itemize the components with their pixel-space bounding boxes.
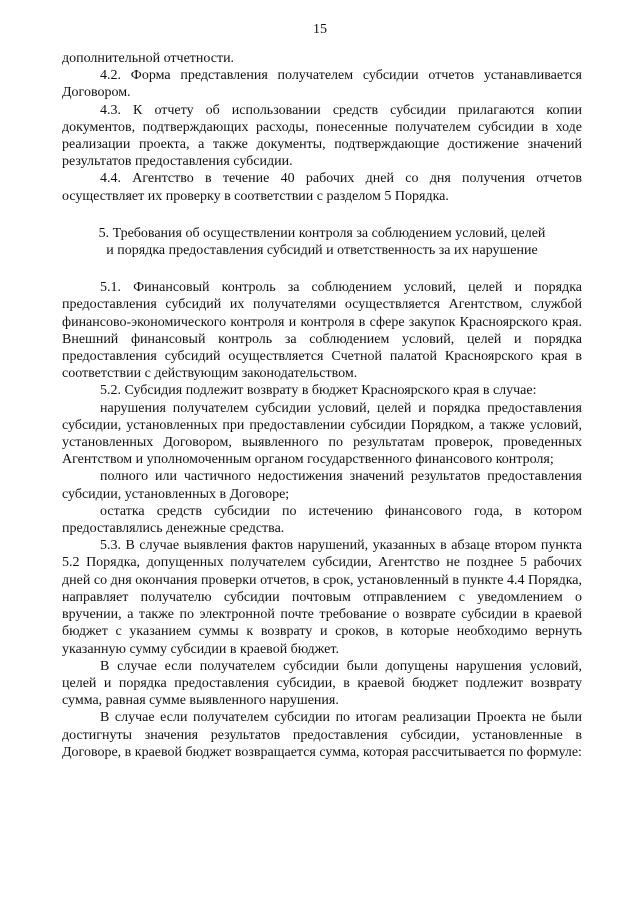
paragraph-5-3-formula-intro: В случае если получателем субсидии по итогам реализации Проекта не были достигнуты значения результатов предоставления субсидии, установленные в Договоре, в краевой бюджет возвращается сумма, которая рассчитывается по формуле: <box>62 710 582 760</box>
paragraph-4-4: 4.4. Агентство в течение 40 рабочих дней со дня получения отчетов осуществляет их проверку в соответствии с разделом 5 Порядка. <box>62 171 582 204</box>
paragraph-5-2-case-3: остатка средств субсидии по истечению финансового года, в котором предоставлялись денежные средства. <box>62 503 582 537</box>
section-heading-line-2: и порядка предоставления субсидий и ответственность за их нарушение <box>106 243 538 259</box>
document-body <box>62 50 582 761</box>
paragraph-5-3: 5.3. В случае выявления фактов нарушений, указанных в абзаце втором пункта 5.2 Порядка, допущенных получателем субсидии, Агентство не позднее 5 рабочих дней со дня окончания проверки отчетов, в срок, установленный в пункте 4.4 Порядка, направляет получателю субсидии почтовым отправлением с уведомлением о вручении, а также по электронной почте требование о возврате субсидии в краевой бюджет с указанием суммы к возврату и сроков, в которые необходимо вернуть указанную сумму субсидии в краевой бюджет. <box>62 538 582 657</box>
paragraph-5-2-case-2: полного или частичного недостижения значений результатов предоставления субсидии, установленных в Договоре; <box>62 469 582 502</box>
paragraph-5-2: 5.2. Субсидия подлежит возврату в бюджет Красноярского края в случае: <box>100 383 537 399</box>
section-heading-line-1: 5. Требования об осуществлении контроля за соблюдением условий, целей <box>98 225 546 241</box>
section-5-heading <box>62 225 582 259</box>
paragraph-4-3: 4.3. К отчету об использовании средств субсидии прилагаются копии документов, подтверждающих расходы, понесенные получателем субсидии в ходе реализации проекта, а также документы, подтверждающие достижение значений результатов предоставления субсидии. <box>62 102 582 170</box>
page-number: 15 <box>313 22 327 37</box>
paragraph-5-3-violation: В случае если получателем субсидии были допущены нарушения условий, целей и порядка предоставления субсидии, в краевой бюджет подлежит возврату сумма, равная сумме выявленного нарушения. <box>62 658 582 709</box>
paragraph-5-1: 5.1. Финансовый контроль за соблюдением условий, целей и порядка предоставления субсидий их получателями осуществляется Агентством, службой финансово-экономического контроля и контроля в сфере закупок Красноярского края. Внешний финансовый контроль за соблюдением условий, целей и порядка предоставления субсидий осуществляется Счетной палатой Красноярского края в соответствии с действующим законодательством. <box>62 280 582 382</box>
paragraph-4-2: 4.2. Форма представления получателем субсидии отчетов устанавливается Договором. <box>62 68 582 101</box>
paragraph-continuation: дополнительной отчетности. <box>62 51 235 66</box>
paragraph-5-2-case-1: нарушения получателем субсидии условий, целей и порядка предоставления субсидии, установленных при предоставлении субсидии Порядком, а также условий, установленных Договором, выявленного по результатам проверок, проведенных Агентством и уполномоченным органом государственного финансового контроля; <box>62 400 582 468</box>
